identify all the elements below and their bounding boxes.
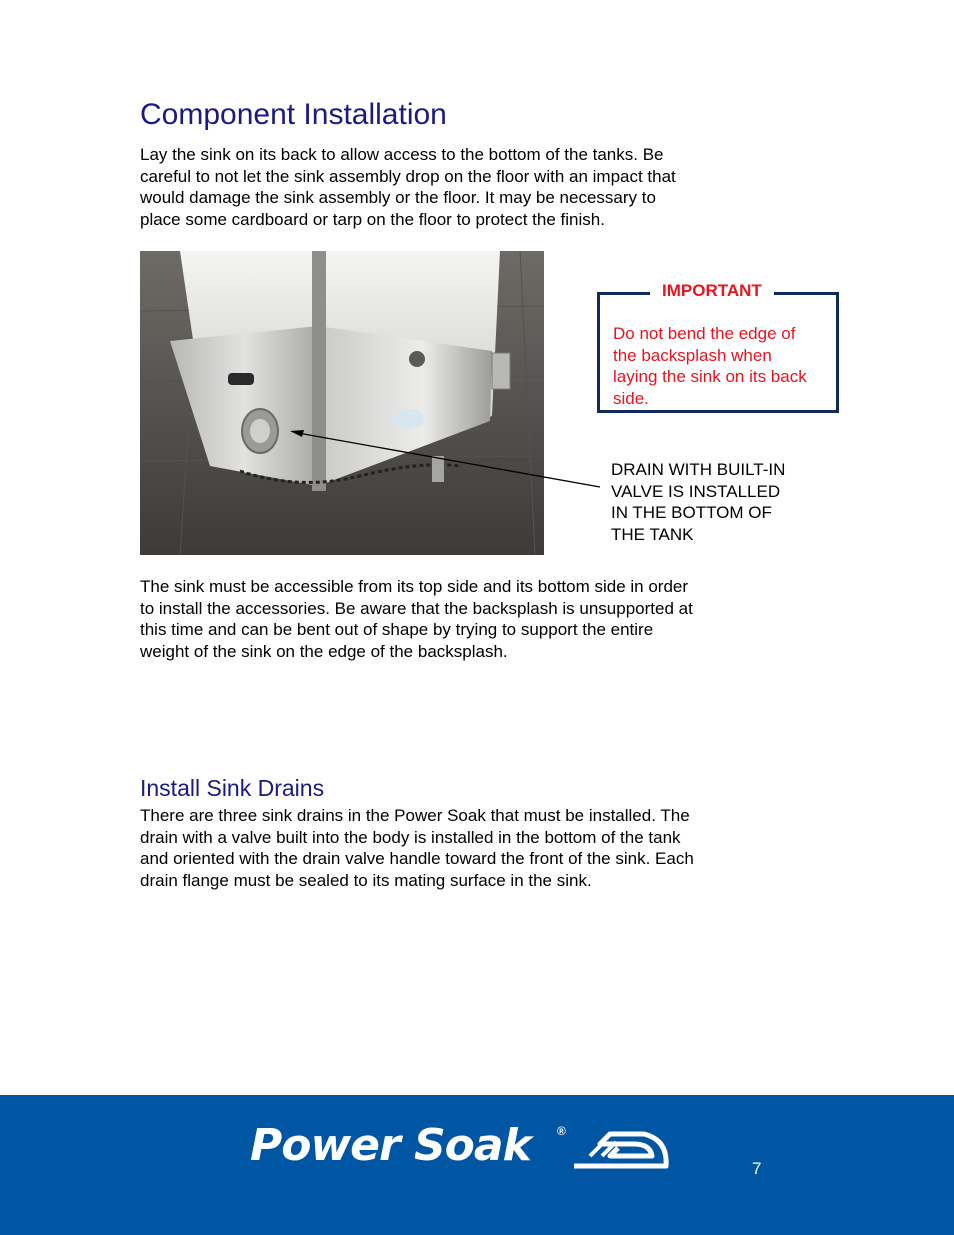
logo-wordmark: Power Soak: [250, 1120, 531, 1171]
page-number: 7: [752, 1159, 762, 1178]
sink-bottom-photo: [140, 251, 544, 555]
access-line: weight of the sink on the edge of the backsplash.: [140, 641, 508, 661]
footer-bar: [0, 1095, 954, 1235]
drains-paragraph: [140, 805, 694, 891]
callout-line: Do not bend the edge of: [613, 324, 796, 343]
drains-line: drain flange must be sealed to its mating surface in the sink.: [140, 870, 592, 890]
drains-line: and oriented with the drain valve handle toward the front of the sink. Each: [140, 849, 694, 868]
wave-logo-icon: [570, 1126, 670, 1170]
power-soak-logo: [250, 1120, 670, 1176]
callout-line: the backsplash when: [613, 345, 772, 365]
access-line: The sink must be accessible from its top side and its bottom side in order: [140, 577, 689, 596]
access-line: this time and can be bent out of shape by trying to support the entire: [140, 620, 654, 639]
drain-caption-line: DRAIN WITH BUILT-IN: [611, 460, 786, 479]
drains-line: There are three sink drains in the Power Soak that must be installed. The: [140, 806, 690, 825]
callout-line: side.: [613, 388, 649, 408]
drain-caption-line: THE TANK: [611, 524, 694, 544]
intro-line: Lay the sink on its back to allow access to the bottom of the tanks. Be: [140, 145, 664, 164]
drains-line: drain with a valve built into the body is installed in the bottom of the tank: [140, 827, 681, 847]
drain-caption-line: IN THE BOTTOM OF: [611, 503, 772, 522]
intro-paragraph: [140, 144, 676, 230]
registered-mark: ®: [557, 1124, 566, 1138]
intro-line: would damage the sink assembly or the floor. It may be necessary to: [140, 188, 656, 207]
access-paragraph: [140, 576, 693, 662]
drain-caption-line: VALVE IS INSTALLED: [611, 481, 781, 501]
intro-line: place some cardboard or tarp on the floor to protect the finish.: [140, 209, 605, 229]
callout-body: [613, 323, 807, 409]
drain-caption: [611, 459, 785, 545]
page-title: Component Installation: [140, 98, 447, 131]
callout-title: IMPORTANT: [650, 281, 774, 301]
callout-line: laying the sink on its back: [613, 367, 807, 386]
intro-line: careful to not let the sink assembly drop on the floor with an impact that: [140, 166, 676, 186]
access-line: to install the accessories. Be aware that the backsplash is unsupported at: [140, 598, 693, 618]
section-heading-drains: Install Sink Drains: [140, 775, 325, 801]
important-callout: [597, 281, 839, 413]
